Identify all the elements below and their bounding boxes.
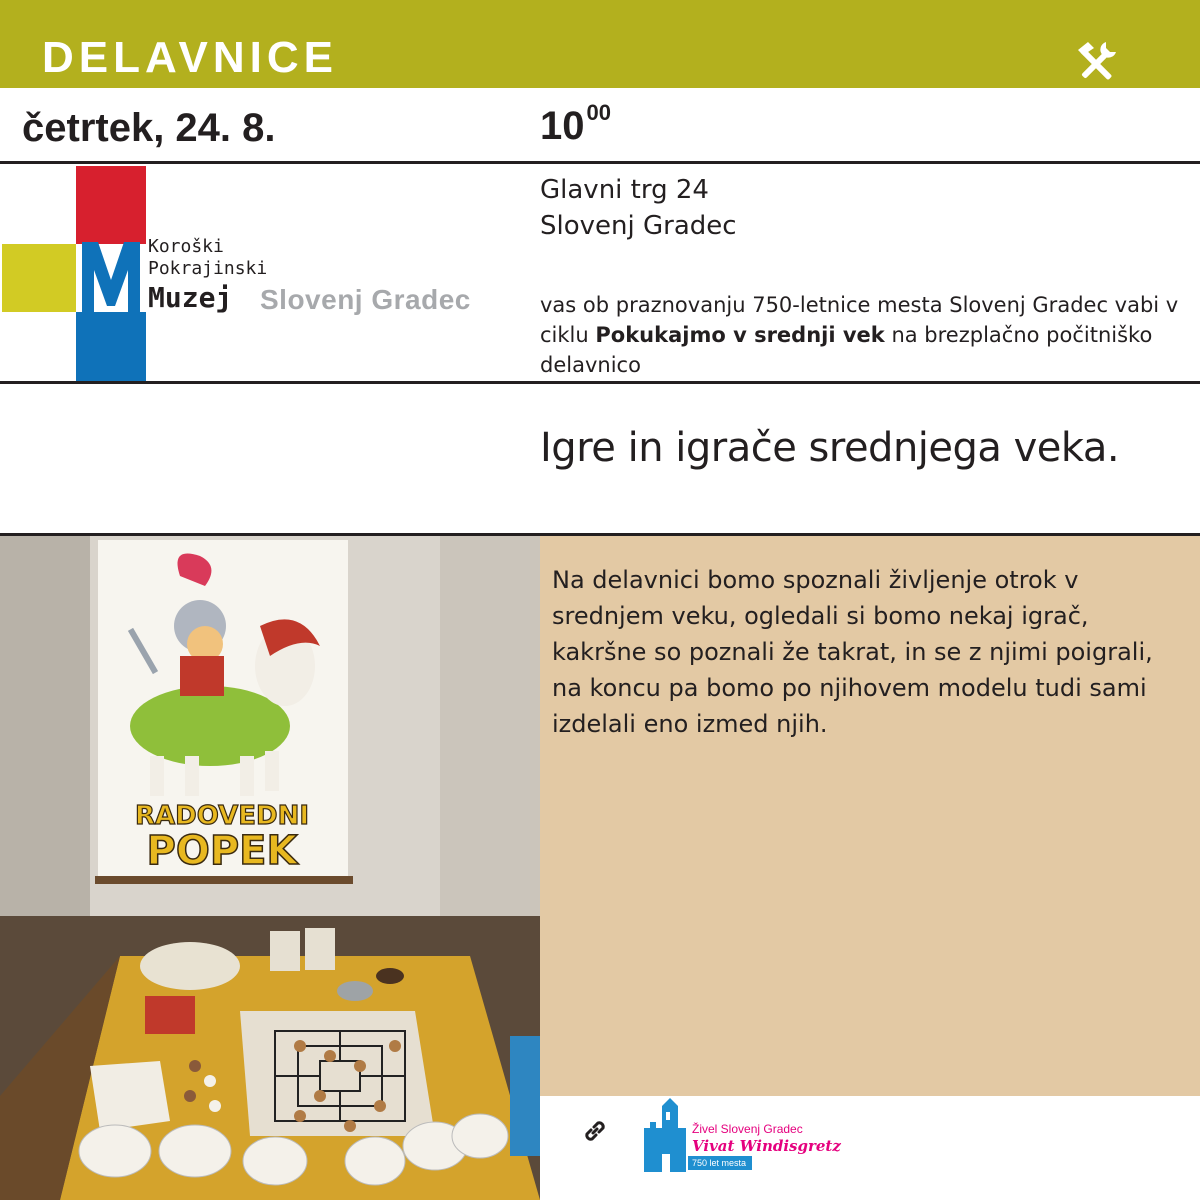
- workshop-description: Na delavnici bomo spoznali življenje otrok v srednjem veku, ogledali si bomo nekaj igrač, kakršne so poznali že takrat, in se z njimi poigrali, na koncu pa bomo po njihovem modelu tudi sami izdelali eno izmed njih.: [552, 566, 1153, 738]
- museum-logo: [0, 166, 540, 382]
- event-time: [540, 100, 611, 148]
- address-line2: Slovenj Gradec: [540, 211, 737, 241]
- header-title: DELAVNICE: [42, 33, 338, 82]
- castle-icon: [640, 1098, 690, 1172]
- logo-blue-block: [76, 312, 146, 382]
- workshop-title: Igre in igrače srednjega veka.: [540, 425, 1120, 471]
- jubilee-badge: 750 let mesta: [688, 1156, 752, 1170]
- logo-m-letter: [76, 236, 146, 316]
- jubilee-logo: [640, 1096, 841, 1176]
- event-time-minutes: 00: [586, 100, 611, 125]
- logo-line3b: Slovenj Gradec: [260, 284, 471, 315]
- logo-line1: Koroški: [148, 236, 224, 257]
- logo-line3a: Muzej: [148, 281, 233, 314]
- event-date: četrtek, 24. 8.: [22, 106, 276, 150]
- logo-line2: Pokrajinski: [148, 258, 268, 279]
- link-icon[interactable]: [580, 1116, 610, 1146]
- event-address: [540, 172, 737, 244]
- hammer-wrench-icon: [1072, 40, 1118, 86]
- description-panel: [540, 536, 1200, 1096]
- jubilee-line1: Živel Slovenj Gradec: [692, 1122, 803, 1136]
- footer: [540, 1096, 1200, 1200]
- logo-red-block: [76, 166, 146, 244]
- logo-yellow-block: [2, 244, 76, 312]
- photo-illustration: [0, 536, 540, 1200]
- header-bar: [0, 0, 1200, 88]
- invite-pre: vas ob praznovanju 750-letnice mesta Slovenj Gradec vabi v ciklu: [540, 293, 1179, 347]
- invite-text: [540, 290, 1180, 380]
- invite-post: na brezplačno počitniško delavnico: [540, 323, 1153, 377]
- divider-top: [0, 161, 1200, 164]
- poster-line2: POPEK: [146, 828, 298, 874]
- divider-middle: [0, 381, 1200, 384]
- invite-bold: Pokukajmo v srednji vek: [595, 323, 885, 347]
- workshop-photo: [0, 536, 540, 1200]
- address-line1: Glavni trg 24: [540, 175, 709, 205]
- event-time-hours: 10: [540, 104, 585, 148]
- jubilee-line2: Vivat Windisgretz: [692, 1137, 841, 1155]
- poster-line1: RADOVEDNI: [134, 801, 310, 831]
